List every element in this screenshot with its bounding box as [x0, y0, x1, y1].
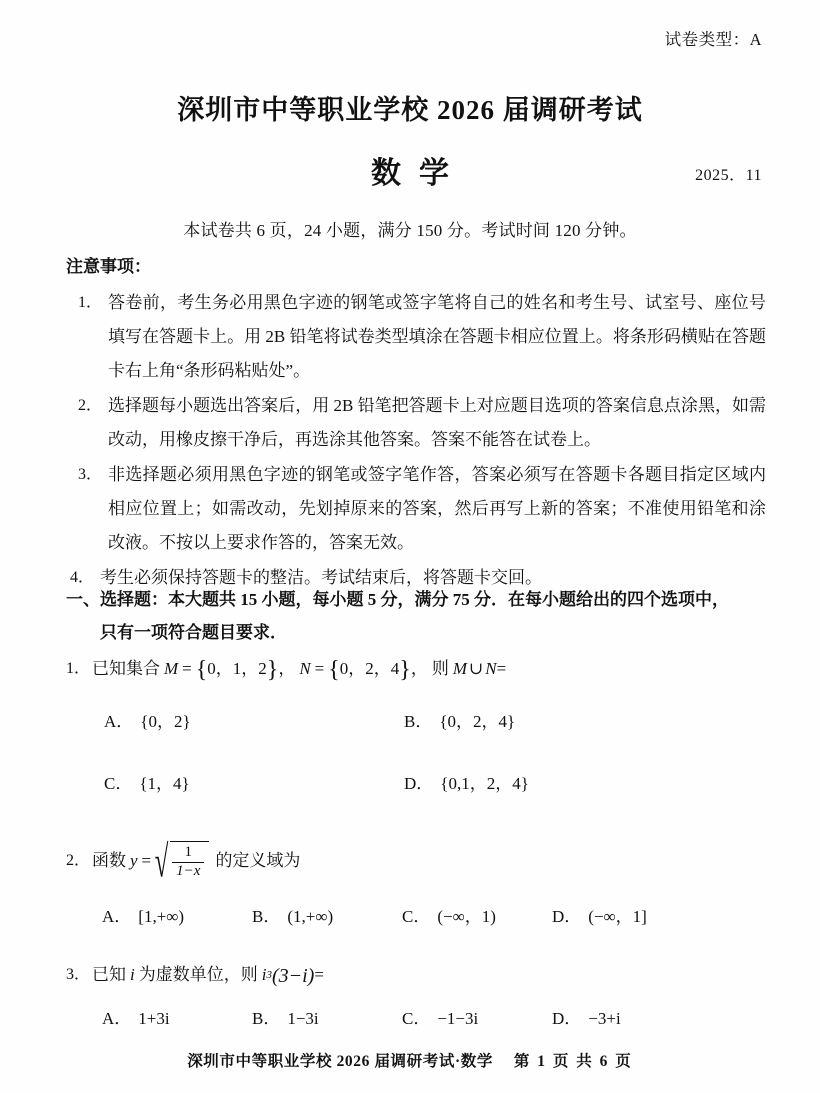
question-1-stem: 1． 已知集合 M = { 0，1，2 } ， N = { 0，2，4 } ， 则 M ∪ N = — [66, 657, 507, 683]
section-heading — [66, 583, 766, 649]
note-number: 4． — [70, 569, 95, 586]
question-2-number: 2． — [66, 852, 91, 869]
union-icon: ∪ — [469, 659, 484, 678]
note-text: 选择题每小题选出答案后，用 2B 铅笔把答题卡上对应题目选项的答案信息点涂黑，如需改动，用橡皮擦干净后，再选涂其他答案。答案不能答在试卷上。 — [108, 396, 766, 449]
question-3-option-a[interactable] — [102, 1001, 252, 1037]
question-1-option-a[interactable] — [66, 699, 366, 745]
option-value: {1，4} — [139, 774, 190, 793]
question-1-text-prefix: 已知集合 — [92, 659, 160, 678]
exam-meta: 本试卷共 6 页，24 小题，满分 150 分。考试时间 120 分钟。 — [183, 221, 637, 240]
question-1-eq2: = — [314, 659, 325, 678]
option-label: A． — [102, 907, 132, 926]
questions-list — [66, 655, 766, 1037]
question-2-option-b[interactable] — [252, 899, 402, 935]
notes-title: 注意事项： — [66, 257, 151, 276]
page-title: 深圳市中等职业学校 2026 届调研考试 — [177, 95, 643, 125]
option-label: C． — [402, 1009, 431, 1028]
question-3-option-d[interactable] — [552, 1001, 702, 1037]
notes-section — [66, 252, 766, 596]
question-3-option-b[interactable] — [252, 1001, 402, 1037]
fraction-denominator: 1−x — [172, 862, 204, 881]
question-3-expr-pow: 3 — [266, 969, 272, 981]
note-item — [66, 458, 766, 560]
option-value: (−∞，1] — [588, 907, 647, 926]
paper-type-label: 试卷类型：A — [664, 30, 762, 49]
notes-list — [66, 286, 766, 595]
option-value: 1+3i — [138, 1009, 170, 1028]
note-text: 答卷前，考生务必用黑色字迹的钢笔或签字笔将自己的姓名和考生号、试室号、座位号填写在答题卡上。用 2B 铅笔将试卷类型填涂在答题卡相应位置上。将条形码横贴在答题卡右上角“条形码粘贴处”。 — [108, 293, 766, 380]
option-value: {0,1，2，4} — [440, 774, 529, 793]
question-1 — [66, 655, 766, 807]
question-1-union-left: M — [452, 659, 467, 678]
option-value: {0，2} — [140, 712, 191, 731]
option-label: D． — [404, 774, 434, 793]
question-3-option-c[interactable] — [402, 1001, 552, 1037]
option-label: C． — [402, 907, 431, 926]
note-number: 1． — [78, 294, 103, 311]
note-text: 非选择题必须用黑色字迹的钢笔或签字笔作答，答案必须写在答题卡各题目指定区域内相应位置上；如需改动，先划掉原来的答案，然后再写上新的答案；不准使用铅笔和涂改液。不按以上要求作答的，答案无效。 — [108, 465, 766, 552]
question-1-comma1: ， — [278, 659, 296, 678]
question-2-options — [66, 899, 766, 935]
option-value: (−∞，1) — [437, 907, 496, 926]
question-1-var-n: N — [299, 659, 311, 678]
question-1-number: 1． — [66, 660, 91, 677]
question-3-stem — [66, 961, 766, 989]
section-heading-line2: 只有一项符合题目要求． — [100, 623, 287, 642]
question-1-var-m: M — [164, 659, 179, 678]
option-label: C． — [104, 774, 133, 793]
question-3-expr-base: i — [261, 965, 267, 984]
question-2-text-suffix: 的定义域为 — [215, 851, 301, 870]
question-2-text-prefix: 函数 — [92, 851, 126, 870]
option-value: −1−3i — [437, 1009, 479, 1028]
question-2-eq: = — [141, 851, 152, 870]
question-1-comma2: ， — [410, 659, 428, 678]
option-label: B． — [252, 1009, 281, 1028]
question-3-options — [66, 1001, 766, 1037]
question-1-option-b[interactable] — [366, 699, 666, 745]
footer-title: 深圳市中等职业学校 2026 届调研考试·数学 — [187, 1053, 493, 1070]
question-2 — [66, 835, 766, 935]
option-value: (1,+∞) — [287, 907, 334, 926]
page-footer — [0, 1049, 820, 1071]
option-value: 1−3i — [287, 1009, 319, 1028]
question-2-option-c[interactable] — [402, 899, 552, 935]
footer-page-number: 第 1 页 共 6 页 — [513, 1053, 633, 1070]
question-3-expr-tail: (3−i) — [271, 965, 315, 987]
fraction-numerator: 1 — [184, 844, 193, 861]
note-number: 3． — [78, 466, 103, 483]
option-label: A． — [104, 712, 134, 731]
question-1-options-row-2 — [66, 761, 766, 807]
subject-title: 数学 — [371, 157, 467, 190]
note-item — [66, 286, 766, 388]
question-1-set-n: 0，2，4 — [339, 659, 400, 678]
question-1-option-c[interactable] — [66, 761, 366, 807]
question-3-trailing-eq: = — [314, 965, 324, 984]
question-1-option-d[interactable] — [366, 761, 666, 807]
question-3-text-mid: 为虚数单位，则 — [138, 965, 258, 984]
question-1-options-row-1 — [66, 699, 766, 745]
question-2-option-a[interactable] — [102, 899, 252, 935]
question-3-var-i: i — [130, 965, 135, 984]
question-1-then: 则 — [431, 659, 449, 678]
question-3-number: 3． — [66, 966, 91, 983]
question-3 — [66, 961, 766, 1037]
section-heading-line1: 一、选择题：本大题共 15 小题，每小题 5 分，满分 75 分．在每小题给出的四个选项中， — [66, 590, 729, 609]
option-label: B． — [252, 907, 281, 926]
option-value: [1,+∞) — [138, 907, 185, 926]
option-label: B． — [404, 712, 433, 731]
question-1-trailing-eq: = — [496, 659, 507, 678]
note-item — [66, 389, 766, 457]
square-root-icon: √ $\frac{1}{1-x}$ — [153, 841, 209, 880]
question-1-set-m: 0，1，2 — [207, 659, 267, 678]
option-label: A． — [102, 1009, 132, 1028]
question-2-var-y: y — [130, 851, 138, 870]
question-1-union-right: N — [485, 659, 497, 678]
subject-row — [0, 148, 820, 192]
question-1-eq1: = — [182, 659, 192, 678]
note-text: 考生必须保持答题卡的整洁。考试结束后，将答题卡交回。 — [100, 568, 542, 587]
option-label: D． — [552, 907, 582, 926]
option-value: −3+i — [588, 1009, 621, 1028]
question-2-stem — [66, 835, 300, 887]
question-2-fraction — [172, 844, 204, 880]
option-value: {0，2，4} — [439, 712, 516, 731]
option-label: D． — [552, 1009, 582, 1028]
question-2-option-d[interactable] — [552, 899, 702, 935]
note-number: 2． — [78, 397, 103, 414]
question-3-text-prefix: 已知 — [92, 965, 126, 984]
exam-date: 2025．11 — [695, 167, 762, 184]
